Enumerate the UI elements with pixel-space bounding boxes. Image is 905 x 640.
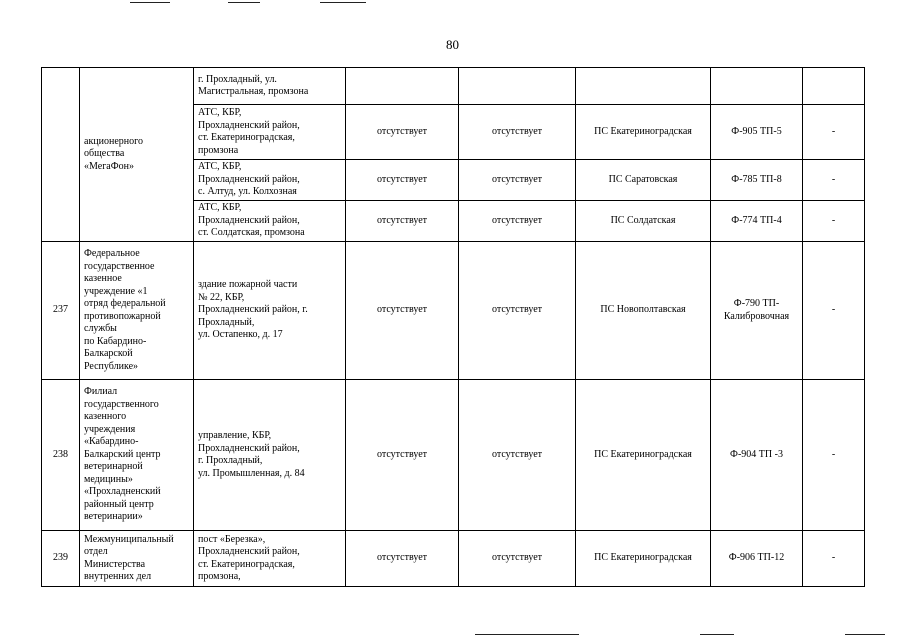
row-number-cell: 237 <box>42 242 80 380</box>
substation-cell: ПС Екатериноградская <box>576 380 711 531</box>
table-row <box>42 531 865 587</box>
address-cell: здание пожарной части № 22, КБР, Прохладненский район, г. Прохладный, ул. Остапенко, д. 17 <box>194 242 346 380</box>
status-cell: отсутствует <box>346 380 459 531</box>
row-number-cell <box>42 68 80 242</box>
status-cell: отсутствует <box>346 160 459 201</box>
address-cell: управление, КБР, Прохладненский район, г. Прохладный, ул. Промышленная, д. 84 <box>194 380 346 531</box>
address-cell: пост «Березка», Прохладненский район, ст. Екатериноградская, промзона, <box>194 531 346 587</box>
feeder-cell: Ф-790 ТП- Калибровочная <box>711 242 803 380</box>
table-cell <box>459 68 576 105</box>
substation-cell: ПС Екатериноградская <box>576 105 711 160</box>
page-number: 80 <box>446 37 459 52</box>
status-cell: отсутствует <box>346 201 459 242</box>
substation-cell: ПС Солдатская <box>576 201 711 242</box>
feeder-cell: Ф-905 ТП-5 <box>711 105 803 160</box>
scan-mark <box>320 2 366 3</box>
table-cell <box>346 68 459 105</box>
status-cell: отсутствует <box>459 105 576 160</box>
scan-mark <box>475 634 579 635</box>
table-row <box>42 68 865 105</box>
status-cell: отсутствует <box>346 531 459 587</box>
status-cell: отсутствует <box>346 242 459 380</box>
dash-cell: - <box>803 531 865 587</box>
scan-mark <box>700 634 734 635</box>
organization-cell: акционерного общества «МегаФон» <box>80 68 194 242</box>
table-cell <box>803 68 865 105</box>
status-cell: отсутствует <box>459 201 576 242</box>
address-cell: АТС, КБР, Прохладненский район, с. Алтуд, ул. Колхозная <box>194 160 346 201</box>
address-cell: АТС, КБР, Прохладненский район, ст. Солдатская, промзона <box>194 201 346 242</box>
dash-cell: - <box>803 242 865 380</box>
address-cell: г. Прохладный, ул. Магистральная, промзона <box>194 68 346 105</box>
scan-mark <box>845 634 885 635</box>
table-cell <box>576 68 711 105</box>
status-cell: отсутствует <box>459 242 576 380</box>
table-row <box>42 380 865 531</box>
substation-cell: ПС Саратовская <box>576 160 711 201</box>
substation-cell: ПС Новополтавская <box>576 242 711 380</box>
table-cell <box>711 68 803 105</box>
address-cell: АТС, КБР, Прохладненский район, ст. Екатериноградская, промзона <box>194 105 346 160</box>
table-row <box>42 242 865 380</box>
dash-cell: - <box>803 105 865 160</box>
dash-cell: - <box>803 160 865 201</box>
row-number-cell: 239 <box>42 531 80 587</box>
row-number-cell: 238 <box>42 380 80 531</box>
feeder-cell: Ф-904 ТП -3 <box>711 380 803 531</box>
feeder-cell: Ф-906 ТП-12 <box>711 531 803 587</box>
substation-cell: ПС Екатериноградская <box>576 531 711 587</box>
dash-cell: - <box>803 380 865 531</box>
organization-cell: Межмуниципальный отдел Министерства внутренних дел <box>80 531 194 587</box>
scan-mark <box>228 2 260 3</box>
status-cell: отсутствует <box>459 531 576 587</box>
dash-cell: - <box>803 201 865 242</box>
status-cell: отсутствует <box>459 160 576 201</box>
scan-mark <box>130 2 170 3</box>
feeder-cell: Ф-785 ТП-8 <box>711 160 803 201</box>
feeder-cell: Ф-774 ТП-4 <box>711 201 803 242</box>
organization-cell: Филиал государственного казенного учреждения «Кабардино- Балкарский центр ветеринарной медицины» «Прохладненский районный центр ветеринарии» <box>80 380 194 531</box>
document-table <box>41 67 865 587</box>
status-cell: отсутствует <box>346 105 459 160</box>
status-cell: отсутствует <box>459 380 576 531</box>
organization-cell: Федеральное государственное казенное учреждение «1 отряд федеральной противопожарной службы по Кабардино- Балкарской Республике» <box>80 242 194 380</box>
